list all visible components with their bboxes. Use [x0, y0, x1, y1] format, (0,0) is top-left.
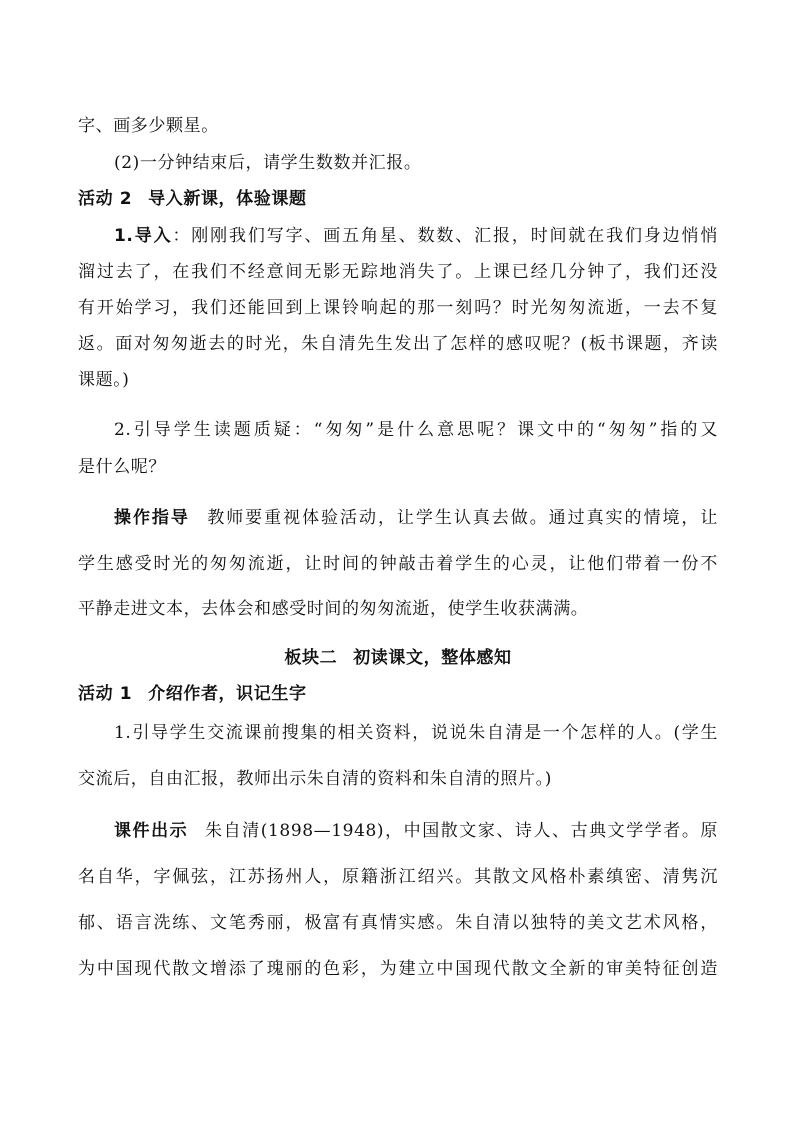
text-line — [78, 597, 718, 621]
section-label: 板块二 — [284, 648, 338, 668]
paragraph-text: 字、画多少颗星。 — [78, 116, 219, 136]
paragraph-text: 1.引导学生交流课前搜集的相关资料，说说朱自清是一个怎样的人。(学生 — [114, 723, 718, 743]
text-line — [78, 260, 718, 284]
text-line — [78, 506, 718, 530]
paragraph-text: 为中国现代散文增添了瑰丽的色彩，为建立中国现代散文全新的审美特征创造 — [78, 959, 718, 979]
text-line — [78, 418, 718, 442]
guidance-label: 操作指导 — [114, 508, 190, 528]
activity-heading — [78, 187, 718, 211]
paragraph-lead: 1.导入 — [114, 226, 173, 246]
section-heading — [78, 646, 718, 670]
text-line — [78, 767, 718, 791]
courseware-label: 课件出示 — [114, 821, 189, 841]
paragraph-text: 学生感受时光的匆匆流逝，让时间的钟敲击着学生的心灵，让他们带着一份不 — [78, 554, 718, 574]
paragraph-text: 平静走进文本，去体会和感受时间的匆匆流逝，使学生收获满满。 — [78, 599, 589, 619]
activity-title: 导入新课，体验课题 — [148, 189, 307, 209]
text-line — [78, 865, 718, 889]
paragraph-text: 交流后，自由汇报，教师出示朱自清的资料和朱自清的照片。) — [78, 769, 552, 789]
paragraph-text: 2.引导学生读题质疑：“匆匆”是什么意思呢？课文中的“匆匆”指的又 — [114, 420, 718, 440]
text-line — [78, 957, 718, 981]
activity-title: 介绍作者，识记生字 — [148, 684, 307, 704]
text-line — [78, 114, 718, 138]
text-line — [78, 224, 718, 248]
paragraph-text: 是什么呢？ — [78, 457, 166, 477]
section-title: 初读课文，整体感知 — [353, 648, 512, 668]
paragraph-text: ：刚刚我们写字、画五角星、数数、汇报，时间就在我们身边悄悄 — [172, 226, 718, 246]
paragraph-text: 郁、语言洗练、文笔秀丽，极富有真情实感。朱自清以独特的美文艺术风格， — [78, 913, 718, 933]
text-line — [78, 368, 718, 392]
paragraph-text: 朱自清(1898—1948)，中国散文家、诗人、古典文学学者。原 — [204, 821, 718, 841]
paragraph-text: 名自华，字佩弦，江苏扬州人，原籍浙江绍兴。其散文风格朴素缜密、清隽沉 — [78, 867, 718, 887]
text-line — [78, 911, 718, 935]
text-line — [78, 552, 718, 576]
activity-label: 活动 2 — [78, 189, 133, 209]
activity-heading — [78, 682, 718, 706]
paragraph-text: 有开始学习，我们还能回到上课铃响起的那一刻吗？时光匆匆流逝，一去不复 — [78, 298, 718, 318]
text-line — [78, 721, 718, 745]
activity-label: 活动 1 — [78, 684, 133, 704]
text-line — [78, 819, 718, 843]
text-line — [78, 151, 718, 175]
paragraph-text: 溜过去了，在我们不经意间无影无踪地消失了。上课已经几分钟了，我们还没 — [78, 262, 718, 282]
paragraph-text: (2)一分钟结束后，请学生数数并汇报。 — [114, 153, 422, 173]
paragraph-text: 课题。) — [78, 370, 130, 390]
text-line — [78, 296, 718, 320]
paragraph-text: 返。面对匆匆逝去的时光，朱自清先生发出了怎样的感叹呢？(板书课题，齐读 — [78, 334, 718, 354]
text-line — [78, 455, 718, 479]
text-line — [78, 332, 718, 356]
paragraph-text: 教师要重视体验活动，让学生认真去做。通过真实的情境，让 — [205, 508, 718, 528]
